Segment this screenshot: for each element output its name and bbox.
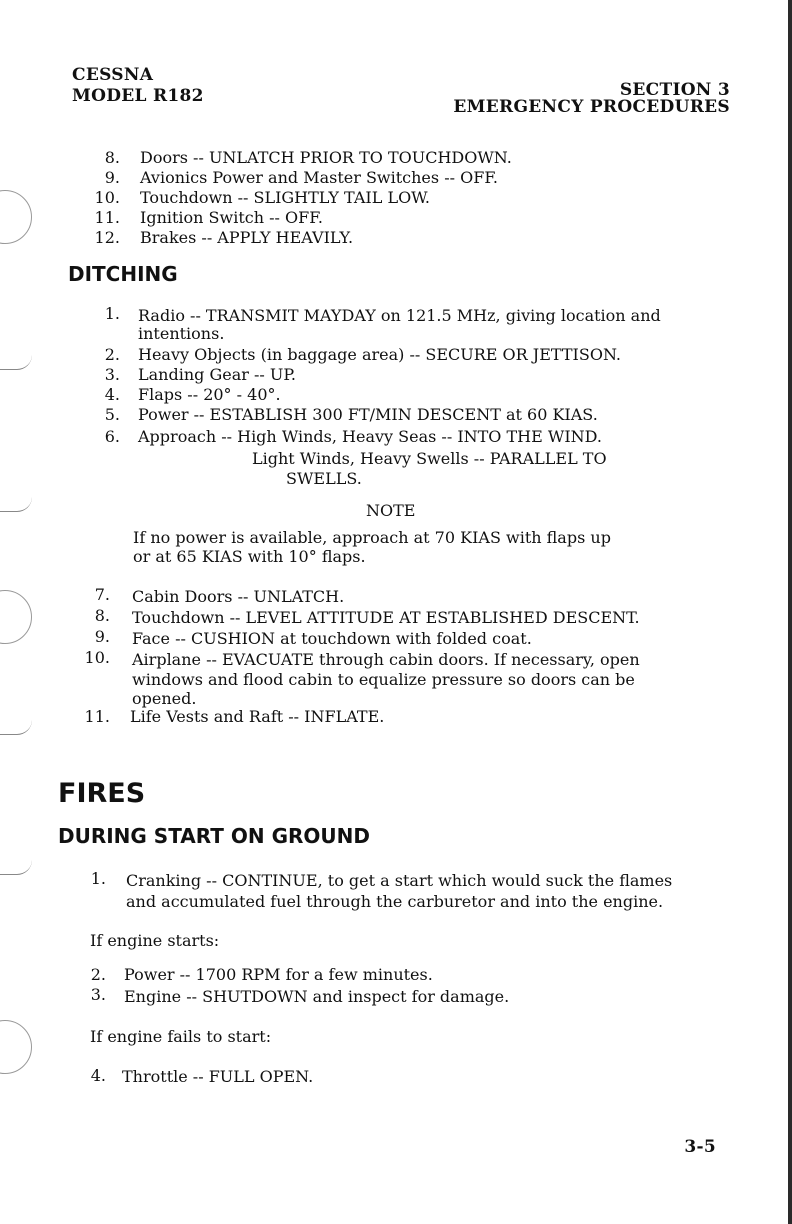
step-text-cont: SWELLS. xyxy=(286,469,362,488)
margin-mark xyxy=(0,720,32,735)
step-number: 4. xyxy=(90,1066,106,1085)
step-text: Landing Gear -- UP. xyxy=(138,365,296,384)
condition-label: If engine starts: xyxy=(90,931,220,950)
page-number: 3-5 xyxy=(684,1137,716,1157)
binder-hole xyxy=(0,590,32,644)
step-text-cont: Light Winds, Heavy Swells -- PARALLEL TO xyxy=(252,449,607,468)
step-text-cont: and accumulated fuel through the carburetor and into the engine. xyxy=(126,892,664,911)
step-text: Cranking -- CONTINUE, to get a start which would suck the flames xyxy=(126,871,673,890)
step-number: 2. xyxy=(90,965,106,984)
step-number: 9. xyxy=(94,627,110,646)
note-text: If no power is available, approach at 70 KIAS with flaps up xyxy=(133,528,611,547)
note-heading: NOTE xyxy=(366,501,416,520)
step-text: Flaps -- 20° - 40°. xyxy=(138,385,281,404)
header-section: SECTION 3 xyxy=(619,80,730,100)
margin-mark xyxy=(0,860,32,875)
binder-hole xyxy=(0,190,32,244)
step-number: 11. xyxy=(84,707,110,726)
step-text: Avionics Power and Master Switches -- OFF. xyxy=(140,168,499,187)
margin-mark xyxy=(0,355,32,370)
step-number: 9. xyxy=(104,168,120,187)
step-text-cont: intentions. xyxy=(138,324,225,343)
margin-mark xyxy=(0,497,32,512)
step-text: Engine -- SHUTDOWN and inspect for damage. xyxy=(124,987,510,1006)
step-text: Cabin Doors -- UNLATCH. xyxy=(132,587,345,606)
step-text-cont: windows and flood cabin to equalize pressure so doors can be xyxy=(132,670,635,689)
step-number: 1. xyxy=(104,304,120,323)
step-number: 8. xyxy=(94,606,110,625)
step-number: 6. xyxy=(104,427,120,446)
step-number: 3. xyxy=(104,365,120,384)
step-text: Life Vests and Raft -- INFLATE. xyxy=(130,707,385,726)
step-text-cont: opened. xyxy=(132,689,197,708)
step-number: 5. xyxy=(104,405,120,424)
step-number: 3. xyxy=(90,985,106,1004)
step-number: 1. xyxy=(90,869,106,888)
step-text: Heavy Objects (in baggage area) -- SECURE OR JETTISON. xyxy=(138,345,621,364)
step-text: Throttle -- FULL OPEN. xyxy=(122,1067,314,1086)
step-text: Airplane -- EVACUATE through cabin doors. If necessary, open xyxy=(132,650,640,669)
step-number: 10. xyxy=(84,648,110,667)
step-text: Brakes -- APPLY HEAVILY. xyxy=(140,228,354,247)
subsection-title-start-on-ground: DURING START ON GROUND xyxy=(58,824,370,848)
header-model: MODEL R182 xyxy=(72,86,204,106)
step-text: Approach -- High Winds, Heavy Seas -- INTO THE WIND. xyxy=(138,427,603,446)
step-text: Doors -- UNLATCH PRIOR TO TOUCHDOWN. xyxy=(140,148,512,167)
step-text: Power -- ESTABLISH 300 FT/MIN DESCENT at 60 KIAS. xyxy=(138,405,598,424)
step-number: 2. xyxy=(104,345,120,364)
header-section-title: EMERGENCY PROCEDURES xyxy=(453,97,730,117)
step-text: Radio -- TRANSMIT MAYDAY on 121.5 MHz, giving location and xyxy=(138,306,661,325)
step-number: 7. xyxy=(94,585,110,604)
step-text: Face -- CUSHION at touchdown with folded coat. xyxy=(132,629,532,648)
step-number: 12. xyxy=(94,228,120,247)
note-text: or at 65 KIAS with 10° flaps. xyxy=(133,547,366,566)
section-title-ditching: DITCHING xyxy=(68,262,178,286)
step-number: 10. xyxy=(94,188,120,207)
header-manufacturer: CESSNA xyxy=(72,65,154,85)
page-edge xyxy=(788,0,792,1224)
step-text: Power -- 1700 RPM for a few minutes. xyxy=(124,965,433,984)
section-title-fires: FIRES xyxy=(58,778,146,809)
step-text: Touchdown -- SLIGHTLY TAIL LOW. xyxy=(140,188,430,207)
step-number: 4. xyxy=(104,385,120,404)
step-text: Ignition Switch -- OFF. xyxy=(140,208,323,227)
condition-label: If engine fails to start: xyxy=(90,1027,272,1046)
step-number: 8. xyxy=(104,148,120,167)
step-text: Touchdown -- LEVEL ATTITUDE AT ESTABLISHED DESCENT. xyxy=(132,608,640,627)
binder-hole xyxy=(0,1020,32,1074)
step-number: 11. xyxy=(94,208,120,227)
